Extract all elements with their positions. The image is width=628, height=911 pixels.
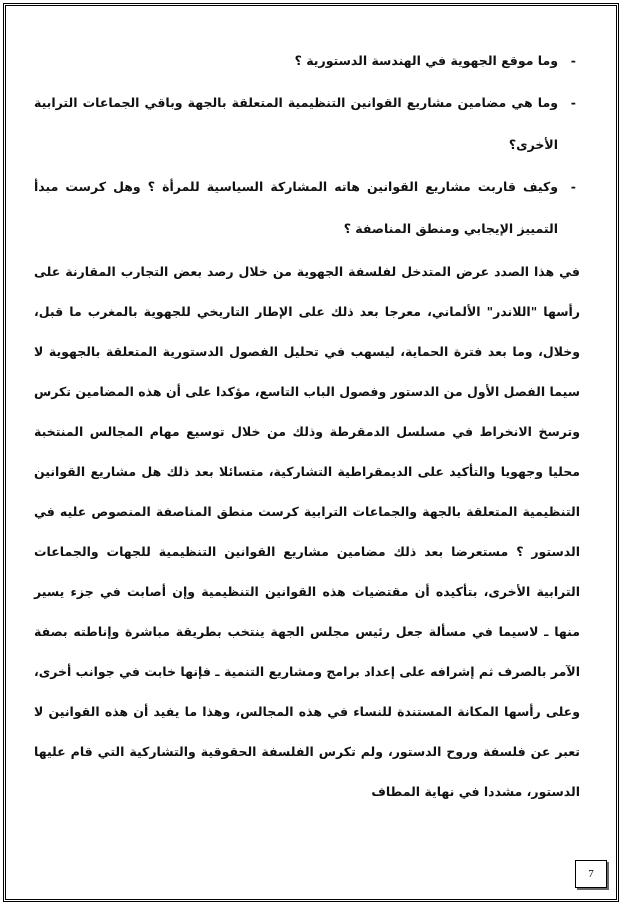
list-item xyxy=(34,40,580,82)
bullet-marker: - xyxy=(570,53,576,68)
list-item xyxy=(34,82,580,166)
document-body xyxy=(34,40,580,812)
bullet-marker: - xyxy=(570,95,576,110)
list-item-text: وما هي مضامين مشاريع القوانين التنظيمية المتعلقة بالجهة وباقي الجماعات الترابية الأخرى؟ xyxy=(34,95,558,152)
question-list xyxy=(34,40,580,250)
bullet-marker: - xyxy=(570,179,576,194)
list-item xyxy=(34,166,580,250)
list-item-text: وما موقع الجهوية في الهندسة الدستورية ؟ xyxy=(294,53,558,68)
list-item-text: وكيف قاربت مشاريع القوانين هاته المشاركة السياسية للمرأة ؟ وهل كرست مبدأ التمييز الإيجابي ومنطق المناصفة ؟ xyxy=(34,179,558,236)
body-paragraph: في هذا الصدد عرض المتدخل لفلسفة الجهوية من خلال رصد بعض التجارب المقارنة على رأسها "اللاندر" الألماني، معرجا بعد ذلك على الإطار التاريخي للجهوية بالمغرب ما قبل، وخلال، وما بعد فترة الحماية، ليسهب في تحليل الفصول الدستورية المتعلقة بالجهوية لا سيما الفصل الأول من الدستور وفصول الباب التاسع، مؤكدا على أن هذه المضامين تكرس وترسخ الانخراط في مسلسل الدمقرطة وذلك من خلال توسيع مهام المجالس المنتخبة محليا وجهويا والتأكيد على الديمقراطية التشاركية، متسائلا بعد ذلك هل مشاريع القوانين التنظيمية المتعلقة بالجهة والجماعات الترابية كرست منطق المناصفة المنصوص عليه في الدستور ؟ مستعرضا بعد ذلك مضامين مشاريع القوانين التنظيمية للجهات والجماعات الترابية الأخرى، بتأكيده أن مقتضيات هذه القوانين التنظيمية وإن أصابت في جزء يسير منها ـ لاسيما في مسألة جعل رئيس مجلس الجهة ينتخب بطريقة مباشرة وإناطته بصفة الآمر بالصرف ثم إشرافه على إعداد برامج ومشاريع التنمية ـ فإنها خابت في جوانب أخرى، وعلى رأسها المكانة المستندة للنساء في هذه المجالس، وهذا ما يفيد أن هذه القوانين لا تعبر عن فلسفة وروح الدستور، ولم تكرس الفلسفة الحقوقية والتشاركية التي قام عليها الدستور، مشددا في نهاية المطاف xyxy=(34,264,580,799)
page-number: 7 xyxy=(575,860,607,888)
